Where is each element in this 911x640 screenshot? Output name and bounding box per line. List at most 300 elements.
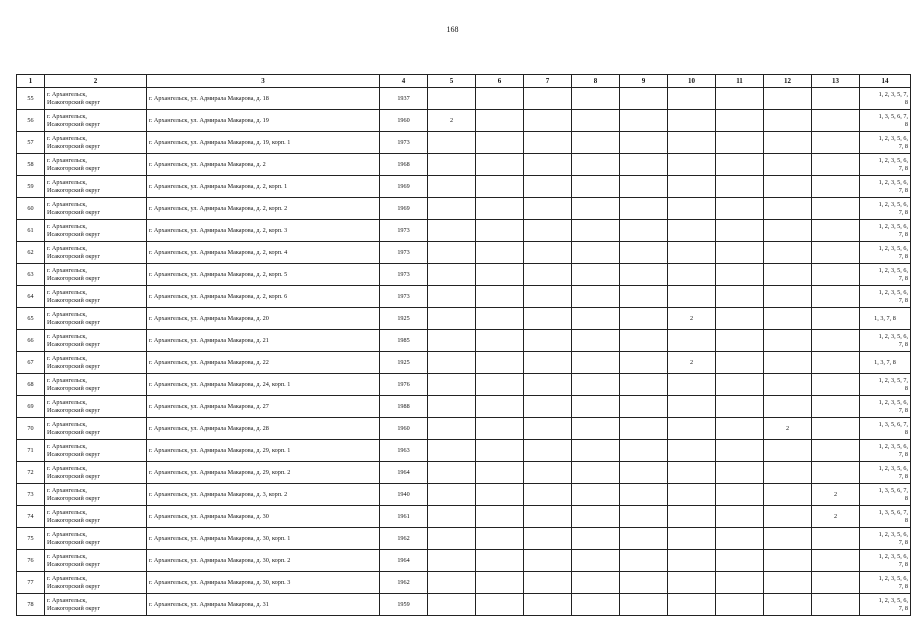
col14-cell-line2: 7, 8: [898, 208, 908, 216]
col14-cell-line2: 7, 8: [898, 538, 908, 546]
year-cell: 1964: [380, 550, 428, 572]
col13-cell: [812, 154, 860, 176]
col10-cell: [668, 484, 716, 506]
col6-cell: [476, 506, 524, 528]
year-cell: 1964: [380, 462, 428, 484]
col5-cell: [428, 330, 476, 352]
col8-cell: [572, 594, 620, 616]
col14-cell: [860, 418, 911, 440]
col8-cell: [572, 110, 620, 132]
locality-cell: [45, 220, 147, 242]
col14-cell-line2: 7, 8: [898, 406, 908, 414]
year-cell: 1937: [380, 88, 428, 110]
col14-cell-line1: 1, 2, 3, 5, 6,: [878, 333, 908, 340]
col12-cell: [764, 176, 812, 198]
col12-cell: [764, 308, 812, 330]
row-number-cell: 58: [17, 154, 45, 176]
locality-cell-line2: Исакогорский округ: [47, 296, 101, 304]
col6-cell: [476, 264, 524, 286]
col14-cell-line1: 1, 2, 3, 5, 6,: [878, 399, 908, 406]
locality-cell-line2: Исакогорский округ: [47, 472, 101, 480]
col14-cell-line1: 1, 2, 3, 5, 6,: [878, 553, 908, 560]
table-row: [17, 594, 911, 616]
col13-cell: [812, 132, 860, 154]
table-row: [17, 264, 911, 286]
address-cell: г. Архангельск, ул. Адмирала Макарова, д. 2: [147, 154, 380, 176]
locality-cell-line1: г. Архангельск,: [47, 245, 87, 252]
address-cell: г. Архангельск, ул. Адмирала Макарова, д. 30: [147, 506, 380, 528]
row-number-cell: 61: [17, 220, 45, 242]
col14-cell: [860, 462, 911, 484]
col14-cell: [860, 484, 911, 506]
address-cell: г. Архангельск, ул. Адмирала Макарова, д. 2, корп. 1: [147, 176, 380, 198]
col6-cell: [476, 242, 524, 264]
col12-cell: [764, 484, 812, 506]
col6-cell: [476, 352, 524, 374]
col10-cell: [668, 132, 716, 154]
col9-cell: [620, 506, 668, 528]
year-cell: 1925: [380, 352, 428, 374]
row-number-cell: 74: [17, 506, 45, 528]
table-row: [17, 484, 911, 506]
col6-cell: [476, 462, 524, 484]
col14-cell: [860, 440, 911, 462]
year-cell: 1969: [380, 198, 428, 220]
table-row: [17, 572, 911, 594]
col14-cell-line2: 7, 8: [898, 296, 908, 304]
col14-cell-line1: 1, 3, 5, 6, 7,: [878, 509, 908, 516]
col8-cell: [572, 396, 620, 418]
locality-cell-line2: Исакогорский округ: [47, 120, 101, 128]
col14-cell: [860, 242, 911, 264]
col11-cell: [716, 286, 764, 308]
locality-cell: [45, 396, 147, 418]
col12-cell: [764, 110, 812, 132]
col14-cell-line2: 8: [904, 428, 908, 436]
locality-cell-line2: Исакогорский округ: [47, 98, 101, 106]
col7-cell: [524, 396, 572, 418]
col14-cell-line2: 7, 8: [898, 340, 908, 348]
col6-cell: [476, 110, 524, 132]
col8-cell: [572, 286, 620, 308]
col9-cell: [620, 264, 668, 286]
row-number-cell: 78: [17, 594, 45, 616]
col6-cell: [476, 572, 524, 594]
row-number-cell: 72: [17, 462, 45, 484]
col5-cell: [428, 484, 476, 506]
header-row: [17, 75, 911, 88]
col14-cell: [860, 88, 911, 110]
col11-cell: [716, 528, 764, 550]
row-number-cell: 56: [17, 110, 45, 132]
row-number-cell: 60: [17, 198, 45, 220]
col5-cell: [428, 594, 476, 616]
table-row: [17, 286, 911, 308]
col5-cell: [428, 286, 476, 308]
col10-cell: [668, 330, 716, 352]
col13-cell: [812, 286, 860, 308]
col12-cell: [764, 264, 812, 286]
locality-cell-line1: г. Архангельск,: [47, 465, 87, 472]
col13-cell: [812, 88, 860, 110]
address-cell: г. Архангельск, ул. Адмирала Макарова, д. 2, корп. 2: [147, 198, 380, 220]
col14-cell-line1: 1, 2, 3, 5, 6,: [878, 597, 908, 604]
year-cell: 1973: [380, 220, 428, 242]
table-row: [17, 88, 911, 110]
locality-cell-line2: Исакогорский округ: [47, 164, 101, 172]
col13-cell: [812, 176, 860, 198]
col13-cell: [812, 264, 860, 286]
col11-cell: [716, 440, 764, 462]
col6-cell: [476, 396, 524, 418]
col10-cell: 2: [668, 308, 716, 330]
column-header: 8: [572, 75, 620, 88]
table-row: [17, 176, 911, 198]
column-header: 11: [716, 75, 764, 88]
col12-cell: [764, 286, 812, 308]
col14-cell-line1: 1, 3, 5, 6, 7,: [878, 113, 908, 120]
table-row: [17, 374, 911, 396]
col5-cell: [428, 132, 476, 154]
col9-cell: [620, 330, 668, 352]
col9-cell: [620, 308, 668, 330]
row-number-cell: 55: [17, 88, 45, 110]
col14-cell: [860, 264, 911, 286]
locality-cell-line2: Исакогорский округ: [47, 340, 101, 348]
row-number-cell: 75: [17, 528, 45, 550]
year-cell: 1969: [380, 176, 428, 198]
address-cell: г. Архангельск, ул. Адмирала Макарова, д. 2, корп. 6: [147, 286, 380, 308]
year-cell: 1959: [380, 594, 428, 616]
col10-cell: [668, 154, 716, 176]
col9-cell: [620, 440, 668, 462]
col14-cell-line1: 1, 2, 3, 5, 6,: [878, 575, 908, 582]
locality-cell-line2: Исакогорский округ: [47, 186, 101, 194]
col5-cell: [428, 352, 476, 374]
locality-cell-line2: Исакогорский округ: [47, 208, 101, 216]
col7-cell: [524, 528, 572, 550]
address-cell: г. Архангельск, ул. Адмирала Макарова, д. 30, корп. 3: [147, 572, 380, 594]
col8-cell: [572, 176, 620, 198]
col13-cell: [812, 396, 860, 418]
col14-cell-line2: 7, 8: [898, 186, 908, 194]
col13-cell: [812, 550, 860, 572]
locality-cell-line1: г. Архангельск,: [47, 377, 87, 384]
col5-cell: [428, 264, 476, 286]
year-cell: 1988: [380, 396, 428, 418]
col11-cell: [716, 154, 764, 176]
col11-cell: [716, 110, 764, 132]
col9-cell: [620, 154, 668, 176]
col7-cell: [524, 242, 572, 264]
row-number-cell: 77: [17, 572, 45, 594]
col12-cell: [764, 506, 812, 528]
col14-cell-line1: 1, 2, 3, 5, 6,: [878, 157, 908, 164]
col6-cell: [476, 528, 524, 550]
col8-cell: [572, 88, 620, 110]
col7-cell: [524, 132, 572, 154]
table-row: [17, 242, 911, 264]
col5-cell: [428, 396, 476, 418]
locality-cell: [45, 594, 147, 616]
table-row: [17, 110, 911, 132]
col14-cell-line2: 7, 8: [898, 142, 908, 150]
col6-cell: [476, 132, 524, 154]
col12-cell: [764, 440, 812, 462]
column-header: 7: [524, 75, 572, 88]
table-row: [17, 352, 911, 374]
col11-cell: [716, 176, 764, 198]
column-header: 14: [860, 75, 911, 88]
col10-cell: [668, 396, 716, 418]
row-number-cell: 67: [17, 352, 45, 374]
col14-cell: [860, 506, 911, 528]
table-row: [17, 528, 911, 550]
locality-cell-line1: г. Архангельск,: [47, 575, 87, 582]
col8-cell: [572, 440, 620, 462]
address-cell: г. Архангельск, ул. Адмирала Макарова, д. 28: [147, 418, 380, 440]
locality-cell: [45, 176, 147, 198]
col14-cell: [860, 176, 911, 198]
col13-cell: [812, 440, 860, 462]
col14-cell: [860, 550, 911, 572]
locality-cell: [45, 484, 147, 506]
col10-cell: [668, 176, 716, 198]
col10-cell: [668, 374, 716, 396]
col8-cell: [572, 528, 620, 550]
year-cell: 1985: [380, 330, 428, 352]
col7-cell: [524, 484, 572, 506]
col14-cell-line1: 1, 2, 3, 5, 6,: [878, 267, 908, 274]
col11-cell: [716, 88, 764, 110]
locality-cell-line2: Исакогорский округ: [47, 384, 101, 392]
address-cell: г. Архангельск, ул. Адмирала Макарова, д. 24, корп. 1: [147, 374, 380, 396]
col11-cell: [716, 198, 764, 220]
locality-cell: [45, 352, 147, 374]
col14-cell: [860, 154, 911, 176]
column-header: 6: [476, 75, 524, 88]
col11-cell: [716, 352, 764, 374]
col6-cell: [476, 418, 524, 440]
col13-cell: [812, 374, 860, 396]
col10-cell: [668, 440, 716, 462]
col9-cell: [620, 462, 668, 484]
col11-cell: [716, 396, 764, 418]
col7-cell: [524, 264, 572, 286]
col13-cell: [812, 110, 860, 132]
col7-cell: [524, 462, 572, 484]
col14-cell-line2: 7, 8: [898, 164, 908, 172]
col12-cell: [764, 352, 812, 374]
col12-cell: [764, 550, 812, 572]
col10-cell: [668, 418, 716, 440]
col7-cell: [524, 374, 572, 396]
col14-cell: [860, 352, 911, 374]
col5-cell: [428, 418, 476, 440]
col5-cell: [428, 242, 476, 264]
row-number-cell: 64: [17, 286, 45, 308]
col10-cell: [668, 550, 716, 572]
year-cell: 1925: [380, 308, 428, 330]
col14-cell-line2: 7, 8: [898, 604, 908, 612]
col9-cell: [620, 110, 668, 132]
col6-cell: [476, 440, 524, 462]
col14-cell: [860, 528, 911, 550]
col5-cell: [428, 198, 476, 220]
column-header: 4: [380, 75, 428, 88]
page-number: 168: [446, 25, 459, 34]
col14-cell-line2: 8: [904, 384, 908, 392]
col13-cell: [812, 418, 860, 440]
col11-cell: [716, 220, 764, 242]
locality-cell: [45, 264, 147, 286]
locality-cell-line1: г. Архангельск,: [47, 487, 87, 494]
col8-cell: [572, 550, 620, 572]
col10-cell: 2: [668, 352, 716, 374]
col13-cell: [812, 198, 860, 220]
col6-cell: [476, 154, 524, 176]
column-header: 3: [147, 75, 380, 88]
col9-cell: [620, 374, 668, 396]
col9-cell: [620, 418, 668, 440]
col12-cell: [764, 528, 812, 550]
table-row: [17, 330, 911, 352]
col9-cell: [620, 528, 668, 550]
col10-cell: [668, 506, 716, 528]
col9-cell: [620, 132, 668, 154]
col10-cell: [668, 594, 716, 616]
col5-cell: [428, 154, 476, 176]
col9-cell: [620, 550, 668, 572]
table-row: [17, 462, 911, 484]
col5-cell: [428, 440, 476, 462]
col7-cell: [524, 352, 572, 374]
col6-cell: [476, 594, 524, 616]
col14-cell: [860, 132, 911, 154]
locality-cell-line1: г. Архангельск,: [47, 421, 87, 428]
col8-cell: [572, 374, 620, 396]
locality-cell-line1: г. Архангельск,: [47, 157, 87, 164]
col9-cell: [620, 572, 668, 594]
column-header: 9: [620, 75, 668, 88]
col9-cell: [620, 594, 668, 616]
locality-cell-line1: г. Архангельск,: [47, 597, 87, 604]
col9-cell: [620, 242, 668, 264]
col6-cell: [476, 286, 524, 308]
locality-cell-line2: Исакогорский округ: [47, 230, 101, 238]
locality-cell-line2: Исакогорский округ: [47, 560, 101, 568]
col14-cell-line1: 1, 2, 3, 5, 6,: [878, 245, 908, 252]
locality-cell: [45, 330, 147, 352]
col11-cell: [716, 594, 764, 616]
column-header: 2: [45, 75, 147, 88]
col6-cell: [476, 176, 524, 198]
col12-cell: [764, 154, 812, 176]
col7-cell: [524, 572, 572, 594]
year-cell: 1973: [380, 132, 428, 154]
year-cell: 1961: [380, 506, 428, 528]
col8-cell: [572, 462, 620, 484]
locality-cell: [45, 308, 147, 330]
locality-cell-line2: Исакогорский округ: [47, 450, 101, 458]
address-cell: г. Архангельск, ул. Адмирала Макарова, д. 22: [147, 352, 380, 374]
col14-cell-line2: 8: [904, 120, 908, 128]
col11-cell: [716, 550, 764, 572]
col11-cell: [716, 308, 764, 330]
year-cell: 1963: [380, 440, 428, 462]
col13-cell: [812, 308, 860, 330]
col8-cell: [572, 154, 620, 176]
col14-cell-line1: 1, 2, 3, 5, 6,: [878, 201, 908, 208]
col14-cell-line1: 1, 2, 3, 5, 6,: [878, 443, 908, 450]
col14-cell: [860, 594, 911, 616]
locality-cell-line2: Исакогорский округ: [47, 274, 101, 282]
col12-cell: [764, 198, 812, 220]
row-number-cell: 65: [17, 308, 45, 330]
row-number-cell: 59: [17, 176, 45, 198]
locality-cell-line1: г. Архангельск,: [47, 311, 87, 318]
row-number-cell: 68: [17, 374, 45, 396]
col14-cell-line2: 7, 8: [898, 450, 908, 458]
locality-cell-line1: г. Архангельск,: [47, 333, 87, 340]
table-row: [17, 132, 911, 154]
locality-cell-line2: Исакогорский округ: [47, 582, 101, 590]
col13-cell: [812, 528, 860, 550]
col6-cell: [476, 330, 524, 352]
col13-cell: [812, 572, 860, 594]
col14-cell-line2: 7, 8: [898, 582, 908, 590]
col7-cell: [524, 220, 572, 242]
table-row: [17, 440, 911, 462]
col9-cell: [620, 286, 668, 308]
row-number-cell: 71: [17, 440, 45, 462]
col12-cell: [764, 462, 812, 484]
col8-cell: [572, 484, 620, 506]
year-cell: 1973: [380, 264, 428, 286]
col8-cell: [572, 220, 620, 242]
col14-cell-line2: 7, 8: [898, 252, 908, 260]
col14-cell-line1: 1, 2, 3, 5, 6,: [878, 135, 908, 142]
col14-cell-line2: 8: [904, 516, 908, 524]
address-cell: г. Архангельск, ул. Адмирала Макарова, д. 30, корп. 2: [147, 550, 380, 572]
column-header: 5: [428, 75, 476, 88]
locality-cell: [45, 550, 147, 572]
col7-cell: [524, 110, 572, 132]
col6-cell: [476, 374, 524, 396]
col12-cell: [764, 88, 812, 110]
row-number-cell: 66: [17, 330, 45, 352]
row-number-cell: 73: [17, 484, 45, 506]
col12-cell: [764, 396, 812, 418]
address-cell: г. Архангельск, ул. Адмирала Макарова, д. 31: [147, 594, 380, 616]
col14-cell-line2: 7, 8: [898, 472, 908, 480]
locality-cell-line1: г. Архангельск,: [47, 553, 87, 560]
col5-cell: [428, 528, 476, 550]
year-cell: 1973: [380, 286, 428, 308]
col14-cell-line1: 1, 3, 5, 6, 7,: [878, 421, 908, 428]
locality-cell: [45, 462, 147, 484]
locality-cell-line2: Исакогорский округ: [47, 318, 101, 326]
locality-cell-line1: г. Архангельск,: [47, 289, 87, 296]
address-cell: г. Архангельск, ул. Адмирала Макарова, д. 21: [147, 330, 380, 352]
col5-cell: [428, 374, 476, 396]
col8-cell: [572, 506, 620, 528]
col14-cell-line2: 8: [904, 98, 908, 106]
row-number-cell: 63: [17, 264, 45, 286]
col12-cell: [764, 374, 812, 396]
locality-cell: [45, 440, 147, 462]
col10-cell: [668, 220, 716, 242]
